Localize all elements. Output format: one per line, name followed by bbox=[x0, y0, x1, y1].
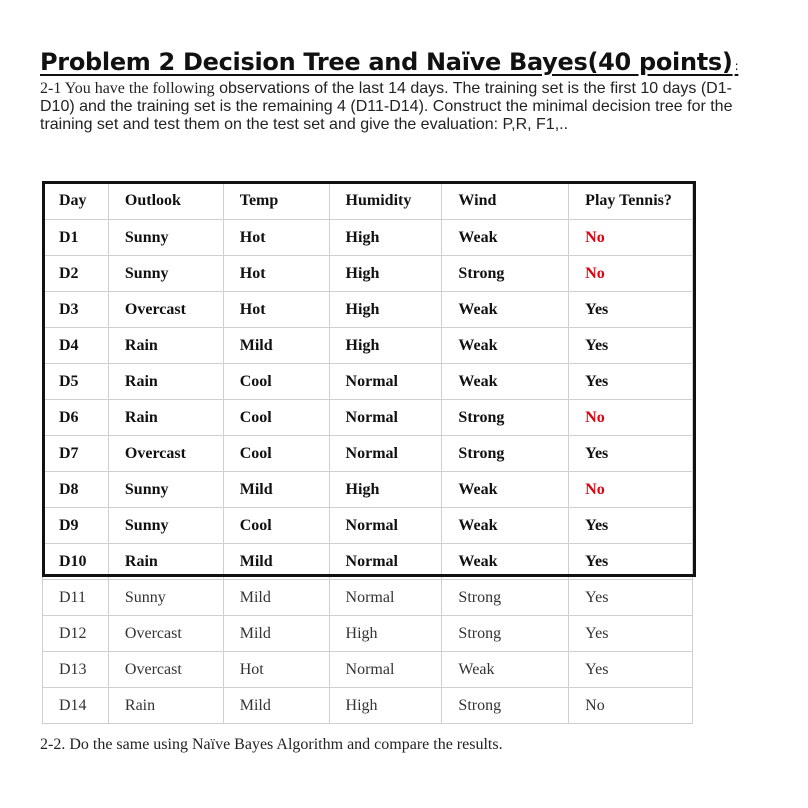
table-cell: High bbox=[329, 688, 442, 724]
table-cell: No bbox=[569, 220, 693, 256]
table-cell: D2 bbox=[43, 256, 109, 292]
column-header: Temp bbox=[223, 182, 329, 220]
page-title: Problem 2 Decision Tree and Naïve Bayes(40 points) : bbox=[40, 48, 739, 76]
table-cell: Yes bbox=[569, 580, 693, 616]
table-cell: Strong bbox=[442, 580, 569, 616]
table-cell: Normal bbox=[329, 652, 442, 688]
table-cell: High bbox=[329, 256, 442, 292]
table-cell: Normal bbox=[329, 508, 442, 544]
table-cell: Mild bbox=[223, 472, 329, 508]
table-cell: Overcast bbox=[108, 436, 223, 472]
table-cell: Cool bbox=[223, 508, 329, 544]
table-cell: High bbox=[329, 220, 442, 256]
training-row bbox=[43, 544, 693, 580]
table-cell: No bbox=[569, 472, 693, 508]
table-cell: D3 bbox=[43, 292, 109, 328]
table-cell: D7 bbox=[43, 436, 109, 472]
table-cell: Cool bbox=[223, 436, 329, 472]
table-cell: Strong bbox=[442, 256, 569, 292]
table-cell: D4 bbox=[43, 328, 109, 364]
table-cell: D5 bbox=[43, 364, 109, 400]
table-cell: Sunny bbox=[108, 256, 223, 292]
training-row bbox=[43, 220, 693, 256]
table-cell: Overcast bbox=[108, 652, 223, 688]
table-cell: D9 bbox=[43, 508, 109, 544]
observations-table bbox=[42, 181, 693, 724]
training-row bbox=[43, 292, 693, 328]
table-cell: No bbox=[569, 688, 693, 724]
table-cell: Mild bbox=[223, 544, 329, 580]
follow-up-question: 2-2. Do the same using Naïve Bayes Algorithm and compare the results. bbox=[40, 736, 503, 753]
table-cell: Weak bbox=[442, 220, 569, 256]
table-cell: Strong bbox=[442, 400, 569, 436]
table-cell: Strong bbox=[442, 616, 569, 652]
table-cell: Weak bbox=[442, 328, 569, 364]
training-row bbox=[43, 472, 693, 508]
table-cell: Mild bbox=[223, 580, 329, 616]
table-cell: D11 bbox=[43, 580, 109, 616]
test-row bbox=[43, 688, 693, 724]
table-cell: Normal bbox=[329, 544, 442, 580]
table-cell: Normal bbox=[329, 436, 442, 472]
table-cell: No bbox=[569, 256, 693, 292]
table-cell: Hot bbox=[223, 652, 329, 688]
table-cell: Mild bbox=[223, 688, 329, 724]
table-cell: Rain bbox=[108, 688, 223, 724]
table-cell: Yes bbox=[569, 328, 693, 364]
table-cell: D13 bbox=[43, 652, 109, 688]
table-cell: Overcast bbox=[108, 616, 223, 652]
column-header: Outlook bbox=[108, 182, 223, 220]
training-row bbox=[43, 436, 693, 472]
test-row bbox=[43, 616, 693, 652]
table-cell: Mild bbox=[223, 328, 329, 364]
table-cell: Cool bbox=[223, 400, 329, 436]
table-cell: Yes bbox=[569, 652, 693, 688]
table-cell: Cool bbox=[223, 364, 329, 400]
test-row bbox=[43, 652, 693, 688]
table-cell: Mild bbox=[223, 616, 329, 652]
table-cell: Yes bbox=[569, 544, 693, 580]
table-cell: Yes bbox=[569, 292, 693, 328]
table-cell: High bbox=[329, 472, 442, 508]
table-cell: D1 bbox=[43, 220, 109, 256]
table-cell: No bbox=[569, 400, 693, 436]
table-cell: Strong bbox=[442, 436, 569, 472]
table-cell: Weak bbox=[442, 652, 569, 688]
table-cell: Sunny bbox=[108, 220, 223, 256]
intro-rest: observations of the last 14 days. The training set is the first 10 days (D1-D10) and the training set is the remaining 4 (D11-D14). Construct the minimal decision tree for the training set and test them on the test set and give the evaluation: P,R, F1,.. bbox=[40, 80, 733, 133]
table-cell: Yes bbox=[569, 616, 693, 652]
table-cell: Weak bbox=[442, 544, 569, 580]
table-cell: Weak bbox=[442, 364, 569, 400]
table-cell: Hot bbox=[223, 220, 329, 256]
table-cell: Overcast bbox=[108, 292, 223, 328]
table-cell: Rain bbox=[108, 364, 223, 400]
table-cell: Sunny bbox=[108, 580, 223, 616]
problem-description bbox=[40, 80, 760, 134]
table-cell: Weak bbox=[442, 472, 569, 508]
table-header-row bbox=[43, 182, 693, 220]
table-cell: Rain bbox=[108, 328, 223, 364]
table-cell: Rain bbox=[108, 400, 223, 436]
table-cell: Normal bbox=[329, 400, 442, 436]
training-row bbox=[43, 364, 693, 400]
column-header: Humidity bbox=[329, 182, 442, 220]
table-cell: D6 bbox=[43, 400, 109, 436]
training-row bbox=[43, 400, 693, 436]
table-cell: High bbox=[329, 616, 442, 652]
table-cell: Sunny bbox=[108, 508, 223, 544]
column-header: Play Tennis? bbox=[569, 182, 693, 220]
table-cell: Strong bbox=[442, 688, 569, 724]
table-cell: D14 bbox=[43, 688, 109, 724]
table-cell: Yes bbox=[569, 508, 693, 544]
table-cell: D10 bbox=[43, 544, 109, 580]
table-cell: Yes bbox=[569, 436, 693, 472]
table-cell: Yes bbox=[569, 364, 693, 400]
column-header: Day bbox=[43, 182, 109, 220]
intro-lead: 2-1 You have the following bbox=[40, 80, 215, 97]
training-row bbox=[43, 256, 693, 292]
table-cell: Weak bbox=[442, 292, 569, 328]
table-cell: Normal bbox=[329, 580, 442, 616]
table-cell: Normal bbox=[329, 364, 442, 400]
table-cell: Weak bbox=[442, 508, 569, 544]
table-cell: Sunny bbox=[108, 472, 223, 508]
column-header: Wind bbox=[442, 182, 569, 220]
title-colon: : bbox=[734, 59, 739, 73]
table-cell: D8 bbox=[43, 472, 109, 508]
training-row bbox=[43, 508, 693, 544]
table-cell: Rain bbox=[108, 544, 223, 580]
test-row bbox=[43, 580, 693, 616]
table-cell: Hot bbox=[223, 292, 329, 328]
training-row bbox=[43, 328, 693, 364]
table-cell: High bbox=[329, 328, 442, 364]
table-cell: Hot bbox=[223, 256, 329, 292]
table-cell: D12 bbox=[43, 616, 109, 652]
table-cell: High bbox=[329, 292, 442, 328]
